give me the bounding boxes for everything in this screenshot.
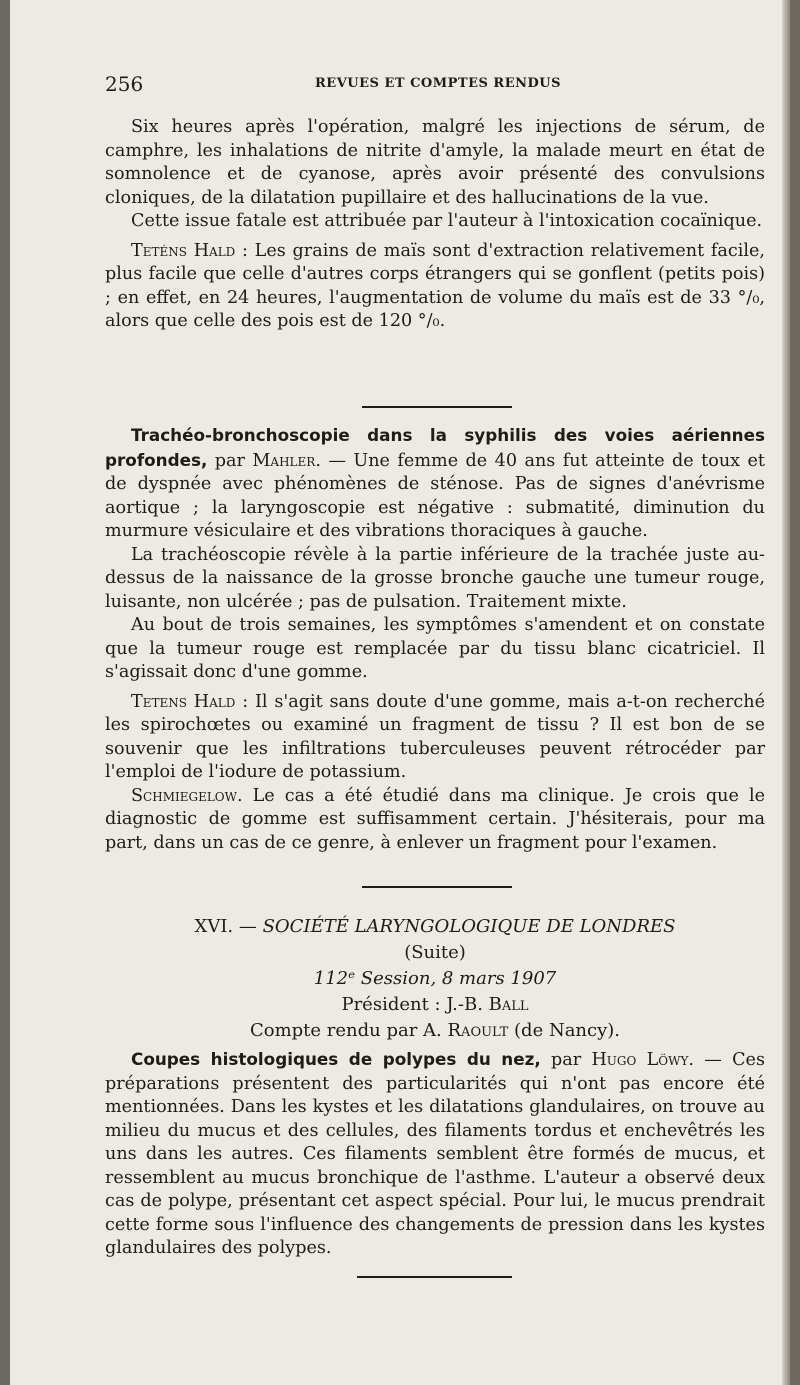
page-header [105, 72, 765, 98]
speaker-name: Schmiegelow [131, 785, 237, 806]
running-title: REVUES ET COMPTES RENDUS [315, 76, 561, 91]
section-heading [105, 914, 765, 1044]
author-name: Hugo Löwy [591, 1050, 689, 1070]
section-title: XVI. — SOCIÉTÉ LARYNGOLOGIQUE DE LONDRES [194, 916, 676, 937]
divider-rule [362, 886, 512, 888]
divider-rule [362, 406, 512, 408]
paragraph: Au bout de trois semaines, les symptômes s'amendent et on constate que la tumeur rouge est remplacée par du tissu blanc cicatriciel. Il s'agissait donc d'une gomme. [105, 615, 765, 682]
speaker-name: Teténs Hald [131, 240, 236, 261]
paragraph: Tetens Hald : Il s'agit sans doute d'une gomme, mais a-t-on recherché les spirochœtes ou examiné un fragment de tissu ? Il est bon de se souvenir que les infiltrations tuberculeuses peuvent rétrocéder par l'emploi de l'iodure de potassium. [105, 691, 765, 782]
article-tracheo-bronchoscopie [105, 424, 765, 855]
divider-rule [357, 1276, 512, 1278]
paragraph: Schmiegelow. Le cas a été étudié dans ma clinique. Je crois que le diagnostic de gomme est suffisamment certain. J'hésiterais, pour ma part, dans un cas de ce genre, à enlever un fragment pour l'examen. [105, 785, 765, 853]
paragraph: Cette issue fatale est attribuée par l'auteur à l'intoxication cocaïnique. [131, 211, 763, 231]
article-title: Coupes histologiques de polypes du nez, [131, 1049, 541, 1069]
paragraph: Teténs Hald : Les grains de maïs sont d'extraction relativement facile, plus facile que celle d'autres corps étrangers qui se gonflent (petits pois) ; en effet, en 24 heures, l'augmentation de volume du maïs est de 33 °/₀, alors que celle des pois est de 120 °/₀. [105, 240, 766, 331]
speaker-name: Tetens Hald [131, 691, 236, 712]
article-title: Trachéo-bronchoscopie dans la syphilis des voies aériennes profondes, [105, 425, 765, 470]
paragraph: La trachéoscopie révèle à la partie inférieure de la trachée juste au-dessus de la naissance de la grosse bronche gauche une tumeur rouge, luisante, non ulcérée ; pas de pulsation. Traitement mixte. [105, 544, 765, 612]
article-coupes-histologiques [105, 1048, 765, 1261]
report-line: Compte rendu par A. Raoult (de Nancy). [249, 1020, 621, 1041]
session-line: 112ᵉ Session, 8 mars 1907 [313, 968, 557, 989]
paragraph: Trachéo-bronchoscopie dans la syphilis des voies aériennes profondes, par Mahler. — Une femme de 40 ans fut atteinte de toux et de dyspnée avec phénomènes de sténose. Pas de signes d'anévrisme aortique ; la laryngoscopie est négative : submatité, diminution du murmure vésiculaire et des vibrations thoraciques à gauche. [105, 425, 765, 541]
author-name: Mahler [252, 450, 316, 471]
paragraph: Six heures après l'opération, malgré les injections de sérum, de camphre, les inhalations de nitrite d'amyle, la malade meurt en état de somnolence et de cyanose, après avoir présenté des convulsions cloniques, de la dilatation pupillaire et des hallucinations de la vue. [105, 117, 765, 208]
section-suite: (Suite) [404, 942, 466, 963]
page-gutter-shadow [782, 0, 790, 1385]
president-line: Président : J.-B. Ball [341, 994, 529, 1015]
top-section [105, 116, 765, 334]
paragraph: Coupes histologiques de polypes du nez, par Hugo Löwy. — Ces préparations présentent des particularités qui n'ont pas encore été mentionnées. Dans les kystes et les dilatations glandulaires, on trouve au milieu du mucus et des cellules, des filaments tordus et enchevêtrés les uns dans les autres. Ces filaments semblent être formés de mucus, et ressemblent au mucus bronchique de l'asthme. L'auteur a observé deux cas de polype, présentant cet aspect spécial. Pour lui, le mucus prendrait cette forme sous l'influence des changements de pression dans les kystes glandulaires des polypes. [105, 1049, 765, 1258]
page-number: 256 [105, 72, 144, 96]
